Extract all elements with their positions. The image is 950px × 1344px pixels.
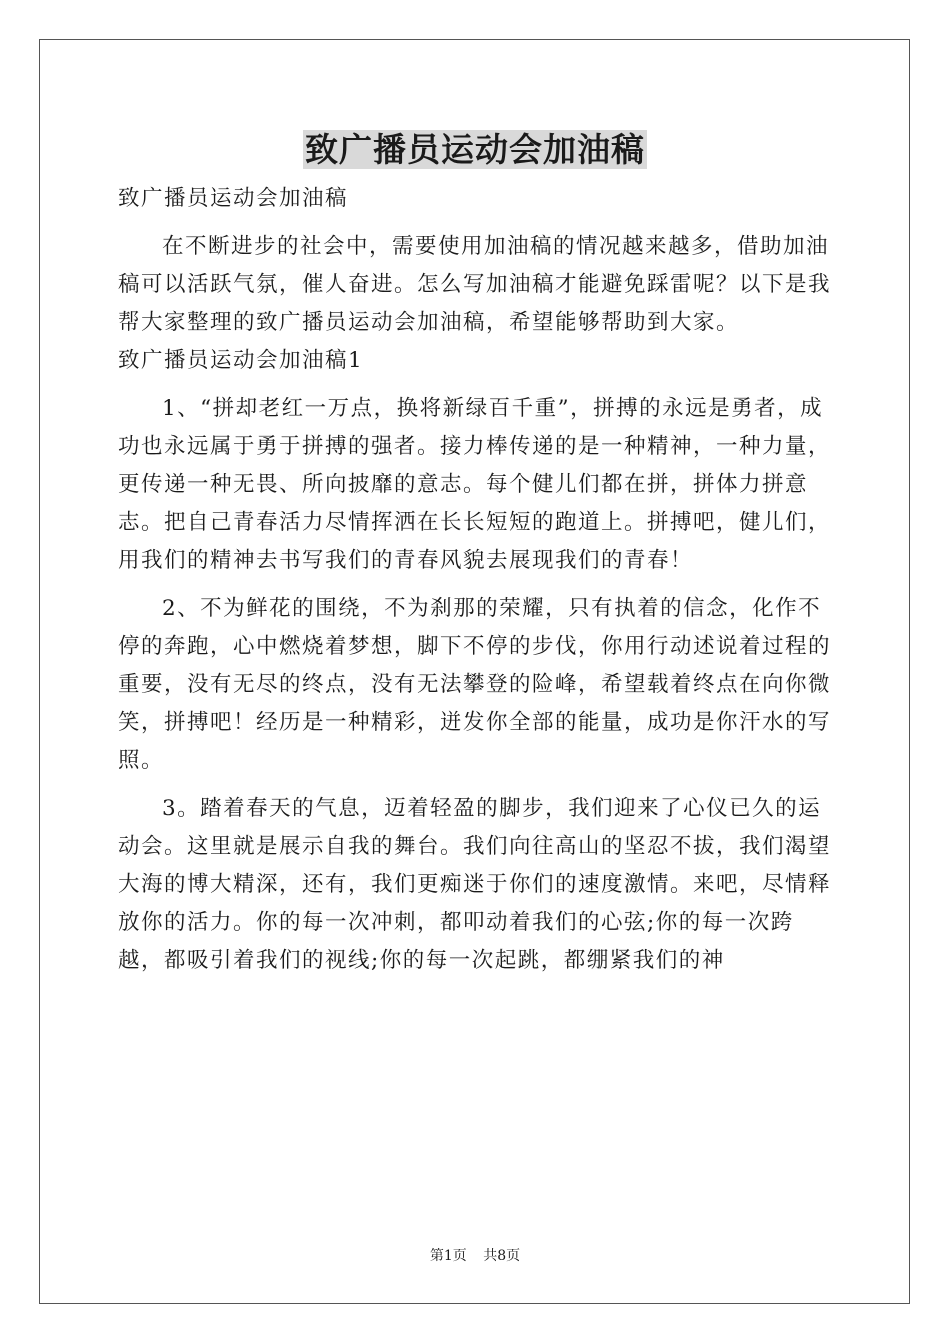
intro-paragraph: 在不断进步的社会中，需要使用加油稿的情况越来越多，借助加油稿可以活跃气氛，催人奋进。怎么写加油稿才能避免踩雷呢？以下是我帮大家整理的致广播员运动会加油稿，希望能够帮助到大家。: [118, 234, 832, 335]
section-heading: 致广播员运动会加油稿1: [118, 348, 364, 373]
document-title-text: 致广播员运动会加油稿: [305, 130, 645, 169]
document-title: [0, 128, 950, 172]
body-paragraph-2: 2、不为鲜花的围绕，不为刹那的荣耀，只有执着的信念，化作不停的奔跑，心中燃烧着梦想，脚下不停的步伐，你用行动述说着过程的重要，没有无尽的终点，没有无法攀登的险峰，希望载着终点在向你微笑，拼搏吧！经历是一种精彩，迸发你全部的能量，成功是你汗水的写照。: [118, 596, 832, 773]
body-paragraph-3: 3。踏着春天的气息，迈着轻盈的脚步，我们迎来了心仪已久的运动会。这里就是展示自我的舞台。我们向往高山的坚忍不拔，我们渴望大海的博大精深，还有，我们更痴迷于你们的速度激情。来吧，尽情释放你的活力。你的每一次冲刺，都叩动着我们的心弦;你的每一次跨越，都吸引着我们的视线;你的每一次起跳，都绷紧我们的神: [118, 796, 832, 973]
page-number: 第1页: [429, 1248, 467, 1264]
document-body: [118, 180, 838, 980]
body-paragraph-1: 1、“拼却老红一万点，换将新绿百千重”，拼搏的永远是勇者，成功也永远属于勇于拼搏的强者。接力棒传递的是一种精神，一种力量，更传递一种无畏、所向披靡的意志。每个健儿们都在拼，拼体力拼意志。把自己青春活力尽情挥洒在长长短短的跑道上。拼搏吧，健儿们，用我们的精神去书写我们的青春风貌去展现我们的青春！: [118, 396, 832, 573]
page-footer: [0, 1246, 950, 1266]
document-subtitle: 致广播员运动会加油稿: [118, 186, 349, 211]
page-total: 共8页: [483, 1248, 521, 1264]
